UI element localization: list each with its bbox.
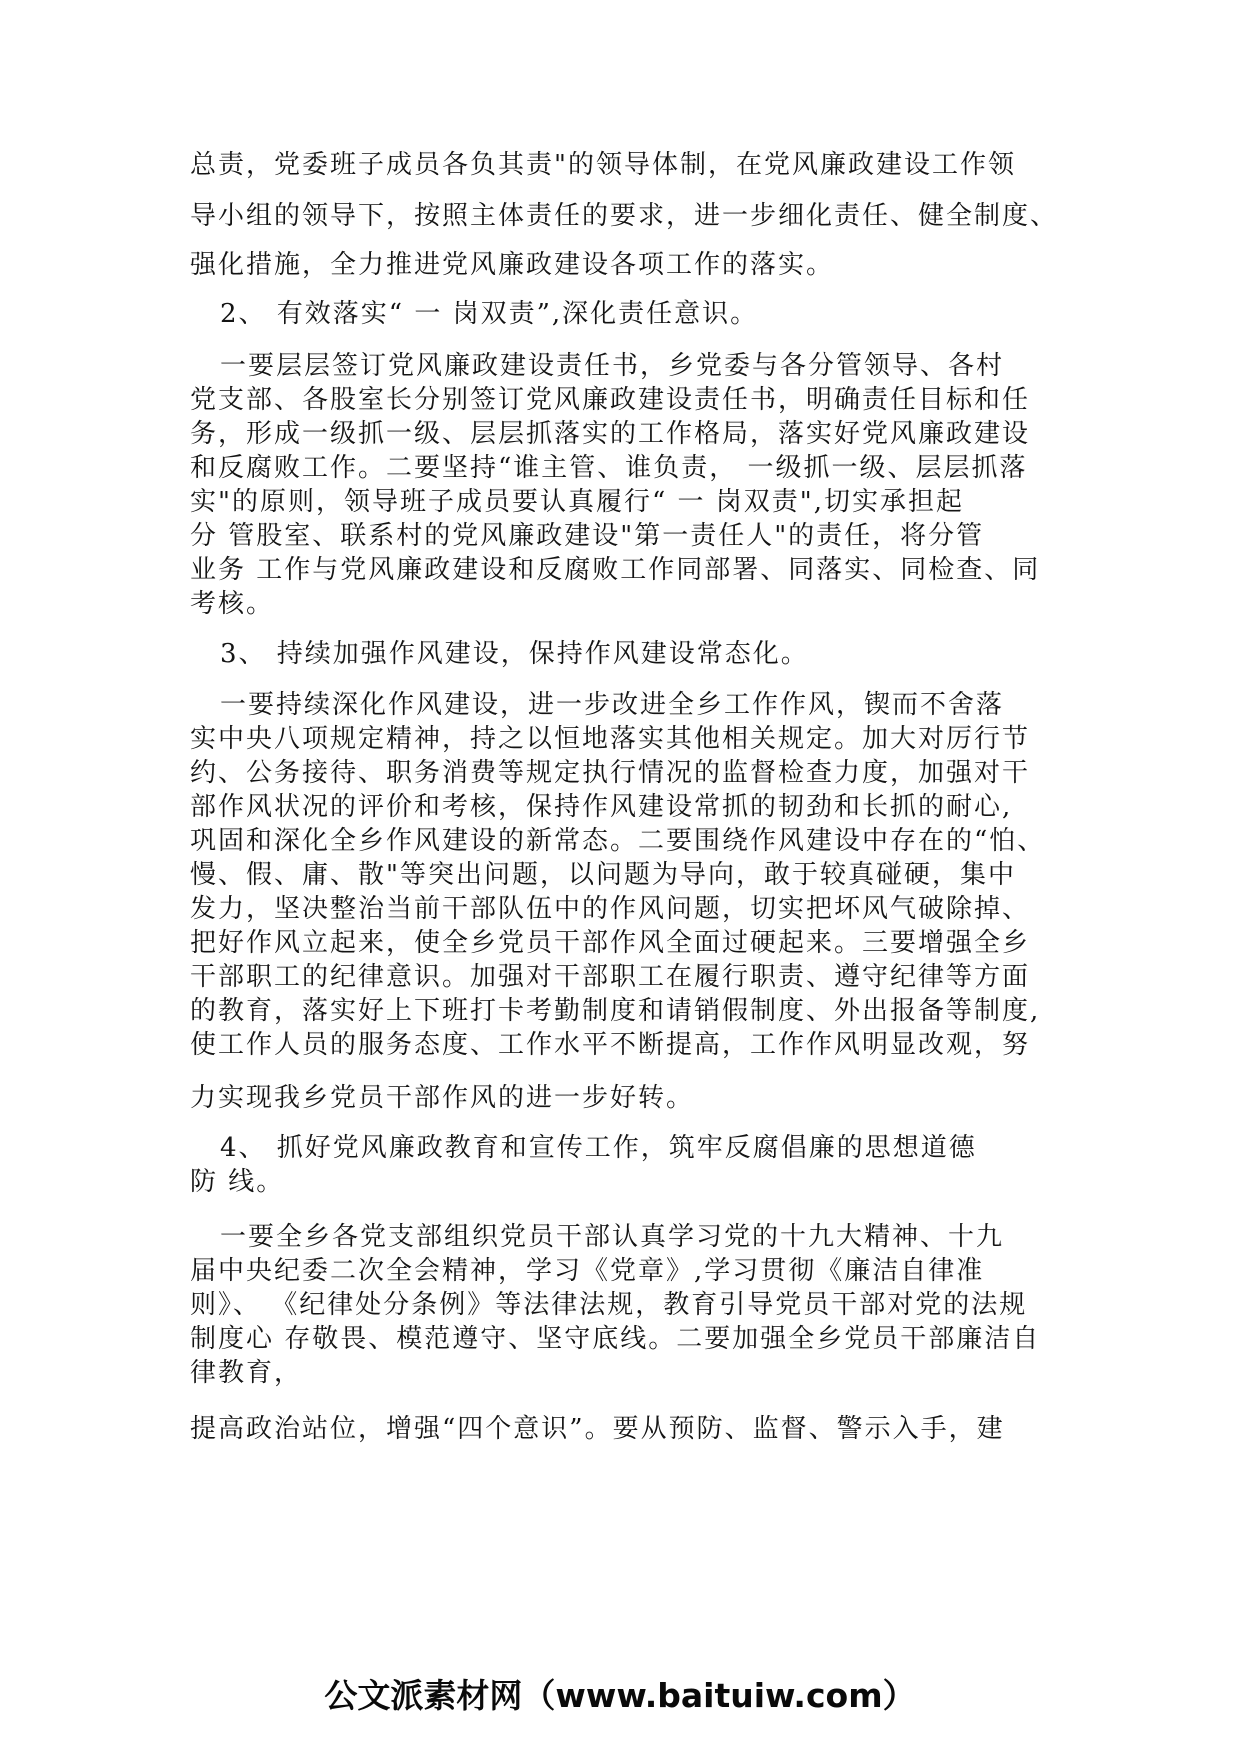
text-line: 约、公务接待、职务消费等规定执行情况的监督检查力度，加强对干: [190, 758, 1031, 788]
text-line: 务，形成一级抓一级、层层抓落实的工作格局，落实好党风廉政建设: [190, 419, 1031, 449]
text-line: 律教育，: [190, 1358, 303, 1388]
text-line: 分 管股室、联系村的党风廉政建设"第一责任人"的责任，将分管: [190, 521, 985, 551]
text-line: 一要持续深化作风建设，进一步改进全乡工作作风，锲而不舍落: [220, 690, 1005, 720]
text-line: 届中央纪委二次全会精神，学习《党章》,学习贯彻《廉洁自律准: [190, 1256, 985, 1286]
text-line: 巩固和深化全乡作风建设的新常态。二要围绕作风建设中存在的“怕、: [190, 826, 1046, 856]
text-line: 制度心 存敬畏、模范遵守、坚守底线。二要加强全乡党员干部廉洁自: [190, 1324, 1041, 1354]
text-line: 总责，党委班子成员各负其责"的领导体制，在党风廉政建设工作领: [190, 150, 1016, 180]
text-line: 一要全乡各党支部组织党员干部认真学习党的十九大精神、十九: [220, 1222, 1005, 1252]
text-line: 业务 工作与党风廉政建设和反腐败工作同部署、同落实、同检查、同: [190, 555, 1041, 585]
text-line: 提高政治站位，增强“四个意识”。要从预防、监督、警示入手，建: [190, 1414, 1005, 1444]
text-line: 慢、假、庸、散"等突出问题，以问题为导向，敢于较真碰硬，集中: [190, 860, 1016, 890]
footer-watermark: 公文派素材网（www.baituiw.com）: [324, 1676, 916, 1715]
text-line: 党支部、各股室长分别签订党风廉政建设责任书，明确责任目标和任: [190, 385, 1031, 415]
text-line: 部作风状况的评价和考核，保持作风建设常抓的韧劲和长抓的耐心,: [190, 792, 1013, 822]
text-line: 4、 抓好党风廉政教育和宣传工作，筑牢反腐倡廉的思想道德: [220, 1133, 977, 1163]
text-line: 和反腐败工作。二要坚持“谁主管、谁负责， 一级抓一级、层层抓落: [190, 453, 1028, 483]
text-line: 干部职工的纪律意识。加强对干部职工在履行职责、遵守纪律等方面: [190, 962, 1031, 992]
text-line: 防 线。: [190, 1167, 285, 1197]
text-line: 则》、 《纪律处分条例》等法律法规，教育引导党员干部对党的法规: [190, 1290, 1028, 1320]
text-line: 实中央八项规定精神，持之以恒地落实其他相关规定。加大对厉行节: [190, 724, 1031, 754]
text-line: 2、 有效落实“ 一 岗双责”,深化责任意识。: [220, 299, 759, 329]
text-line: 实"的原则，领导班子成员要认真履行“ 一 岗双责",切实承担起: [190, 487, 965, 517]
text-line: 强化措施，全力推进党风廉政建设各项工作的落实。: [190, 250, 835, 280]
text-line: 3、 持续加强作风建设，保持作风建设常态化。: [220, 639, 809, 669]
text-line: 力实现我乡党员干部作风的进一步好转。: [190, 1083, 695, 1113]
text-line: 一要层层签订党风廉政建设责任书，乡党委与各分管领导、各村: [220, 351, 1005, 381]
text-line: 导小组的领导下，按照主体责任的要求，进一步细化责任、健全制度、: [190, 201, 1059, 231]
text-line: 发力，坚决整治当前干部队伍中的作风问题，切实把坏风气破除掉、: [190, 894, 1031, 924]
text-line: 考核。: [190, 589, 275, 619]
text-line: 把好作风立起来，使全乡党员干部作风全面过硬起来。三要增强全乡: [190, 928, 1031, 958]
text-line: 使工作人员的服务态度、工作水平不断提高，工作作风明显改观，努: [190, 1030, 1031, 1060]
text-line: 的教育，落实好上下班打卡考勤制度和请销假制度、外出报备等制度,: [190, 996, 1041, 1026]
